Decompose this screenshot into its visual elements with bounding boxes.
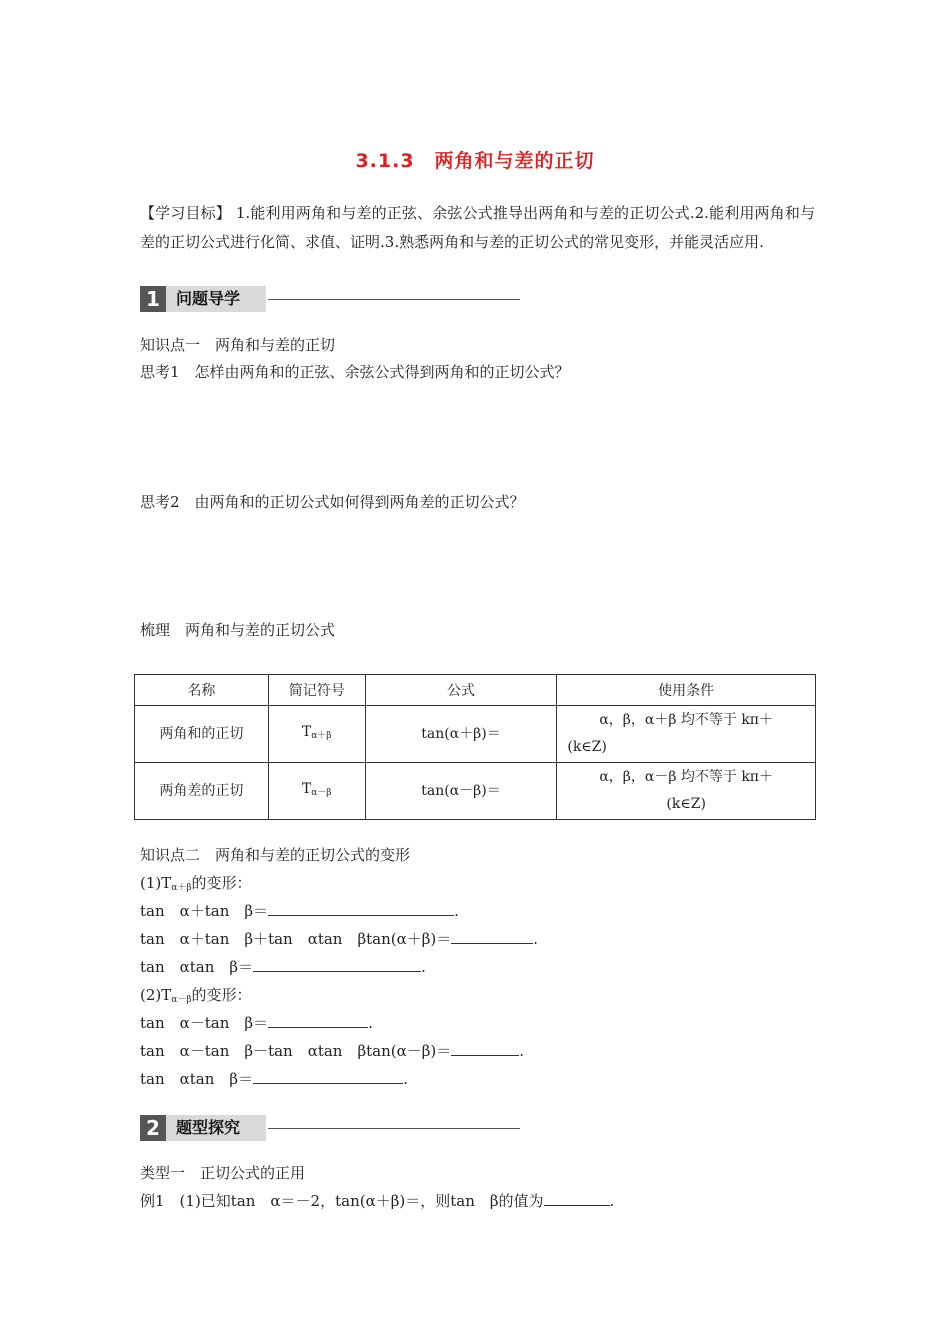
formula-expression: tan(α＋β)＝ xyxy=(365,706,557,763)
table-header-row xyxy=(135,675,816,706)
section-rule xyxy=(268,1128,520,1129)
goals-label: 【学习目标】 xyxy=(140,204,231,222)
table-header-cell: 公式 xyxy=(365,675,557,706)
think2-question: 思考2 由两角和的正切公式如何得到两角差的正切公式？ xyxy=(140,493,525,511)
answer-blank xyxy=(253,957,421,972)
formula-table xyxy=(134,674,816,820)
variant-line: tan α－tan β＝ . xyxy=(140,1014,373,1032)
formula-symbol: $T_{\alpha+\beta}$ xyxy=(268,706,365,763)
type1-heading: 类型一 正切公式的正用 xyxy=(140,1164,306,1182)
goals-text: 1.能利用两角和与差的正弦、余弦公式推导出两角和与差的正切公式.2.能利用两角和与差的正切公式进行化简、求值、证明.3.熟悉两角和与差的正切公式的常见变形，并能灵活应用. xyxy=(140,204,815,251)
table-header-cell: 简记符号 xyxy=(268,675,365,706)
example1: 例1 (1)已知tan α＝－2，tan(α＋β)＝，则tan β的值为 . xyxy=(140,1192,615,1210)
formula-name: 两角和的正切 xyxy=(135,706,269,763)
variant-line: tan α＋tan β＝ . xyxy=(140,902,459,920)
section-label: 问题导学 xyxy=(166,286,266,312)
learning-goals xyxy=(140,199,815,257)
formula-condition: α，β，α＋β 均不等于 kπ＋ (k∈Z) xyxy=(557,706,816,763)
formula-name: 两角差的正切 xyxy=(135,763,269,820)
section-number: 2 xyxy=(140,1115,166,1141)
section-number: 1 xyxy=(140,286,166,312)
table-row xyxy=(135,706,816,763)
page-title: 3.1.3 两角和与差的正切 xyxy=(355,150,595,172)
variant-line: tan α＋tan β＋tan αtan βtan(α＋β)＝ . xyxy=(140,930,539,948)
think1-question: 思考1 怎样由两角和的正弦、余弦公式得到两角和的正切公式？ xyxy=(140,363,570,381)
answer-blank xyxy=(451,929,533,944)
answer-blank xyxy=(451,1041,519,1056)
kp2-heading: 知识点二 两角和与差的正切公式的变形 xyxy=(140,846,411,864)
answer-blank xyxy=(544,1191,610,1206)
formula-condition: α，β，α－β 均不等于 kπ＋ (k∈Z) xyxy=(557,763,816,820)
section-label: 题型探究 xyxy=(166,1115,266,1141)
variant-line: tan αtan β＝ . xyxy=(140,1070,408,1088)
section-rule xyxy=(268,299,520,300)
table-row xyxy=(135,763,816,820)
kp1-heading: 知识点一 两角和与差的正切 xyxy=(140,336,336,354)
formula-expression: tan(α－β)＝ xyxy=(365,763,557,820)
formula-symbol: $T_{\alpha-\beta}$ xyxy=(268,763,365,820)
variant-line: tan α－tan β－tan αtan βtan(α－β)＝ . xyxy=(140,1042,525,1060)
answer-blank xyxy=(253,1069,403,1084)
answer-blank xyxy=(268,1013,368,1028)
variant-line: tan αtan β＝ . xyxy=(140,958,426,976)
table-header-cell: 名称 xyxy=(135,675,269,706)
answer-blank xyxy=(268,901,454,916)
summary-heading: 梳理 两角和与差的正切公式 xyxy=(140,621,336,639)
diff-variant-heading: $(2)T_{\alpha-\beta}$的变形： xyxy=(140,986,252,1005)
sum-variant-heading: $(1)T_{\alpha+\beta}$的变形： xyxy=(140,874,252,893)
table-header-cell: 使用条件 xyxy=(557,675,816,706)
